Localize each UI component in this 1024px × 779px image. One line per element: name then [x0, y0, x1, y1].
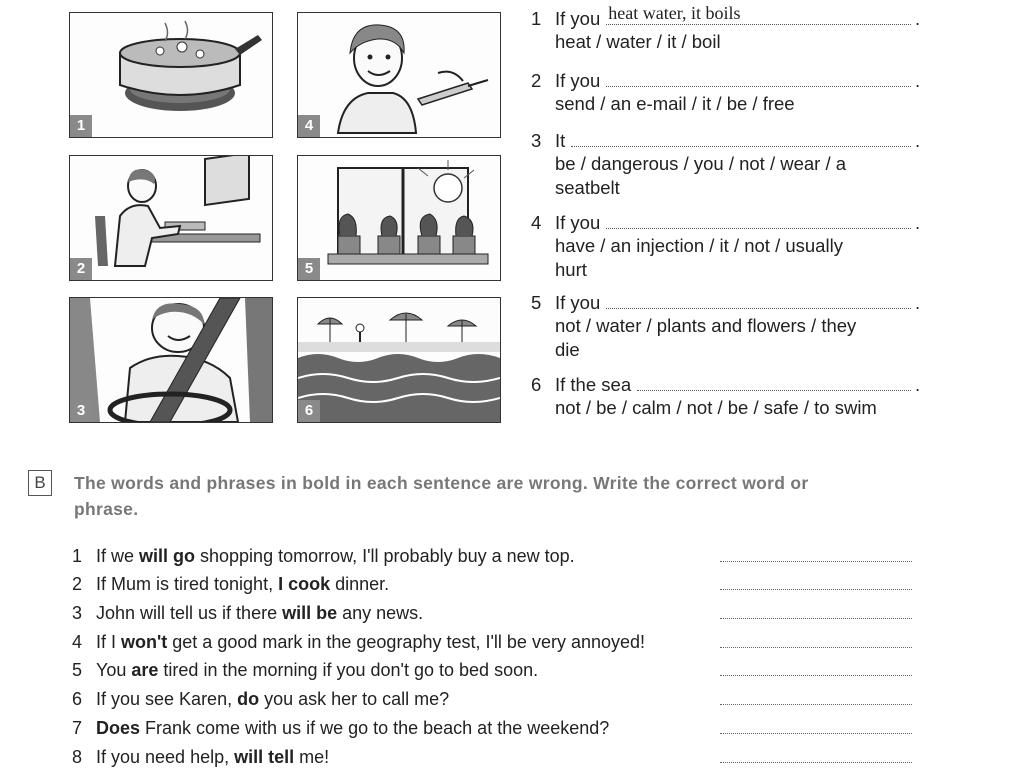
answer-blank[interactable] — [720, 571, 912, 590]
answer-blank[interactable] — [720, 629, 912, 648]
list-item: 8 If you need help, will tell me! — [72, 739, 932, 768]
list-item: 7 Does Frank come with us if we go to the beach at the weekend? — [72, 710, 932, 739]
item-number: 4 — [72, 631, 83, 652]
item-number: 3 — [531, 130, 542, 151]
bold-error: I cook — [278, 574, 331, 595]
sentence-stem: If you — [555, 212, 601, 233]
picture-panel-5 — [297, 155, 501, 281]
handwritten-answer: heat water, it boils — [608, 3, 741, 23]
exercise-a-item-2: 2 If you . send / an e-mail / it / be / free — [531, 68, 921, 116]
word-prompt: not / be / calm / not / be / safe / to swim — [555, 397, 877, 418]
answer-blank[interactable] — [637, 370, 911, 391]
list-item: 3 John will tell us if there will be any news. — [72, 595, 932, 624]
exercise-a-item-6: 6 If the sea . not / be / calm / not / be / safe / to swim — [531, 372, 921, 420]
section-b-list — [72, 538, 932, 768]
list-item: 5 You are tired in the morning if you don't go to bed soon. — [72, 653, 932, 682]
answer-blank[interactable] — [606, 208, 911, 229]
word-prompt: hurt — [555, 259, 587, 280]
bold-error: do — [237, 689, 260, 710]
item-number: 1 — [72, 545, 83, 566]
sentence-stem: It — [555, 130, 566, 151]
item-number: 6 — [531, 374, 542, 395]
sentence-stem: If you — [555, 8, 601, 29]
answer-blank[interactable] — [720, 715, 912, 734]
answer-blank[interactable] — [720, 543, 912, 562]
picture-number: 1 — [70, 115, 92, 137]
sentence-stem: If the sea — [555, 374, 632, 395]
window-plants-icon — [298, 156, 500, 280]
item-number: 5 — [72, 660, 83, 681]
word-prompt: have / an injection / it / not / usually — [555, 235, 843, 256]
picture-number: 2 — [70, 258, 92, 280]
answer-blank[interactable] — [606, 288, 911, 309]
item-number: 1 — [531, 8, 542, 29]
item-number: 7 — [72, 717, 83, 738]
word-prompt: send / an e-mail / it / be / free — [555, 93, 795, 114]
seatbelt-driver-icon — [70, 298, 272, 422]
bold-error: Does — [96, 717, 141, 738]
word-prompt: not / water / plants and flowers / they — [555, 315, 857, 336]
word-prompt: heat / water / it / boil — [555, 31, 721, 52]
picture-number: 6 — [298, 400, 320, 422]
section-b-label: B — [28, 470, 52, 496]
picture-number: 5 — [298, 258, 320, 280]
answer-blank[interactable] — [720, 744, 912, 763]
bold-error: are — [131, 660, 159, 681]
item-number: 3 — [72, 603, 83, 624]
picture-number: 4 — [298, 115, 320, 137]
answer-blank[interactable] — [720, 657, 912, 676]
picture-panel-4 — [297, 12, 501, 138]
answer-blank[interactable] — [571, 126, 911, 147]
section-b-instruction: The words and phrases in bold in each sentence are wrong. Write the correct word or phrase. — [74, 473, 809, 519]
list-item: 6 If you see Karen, do you ask her to call me? — [72, 681, 932, 710]
bold-error: will be — [282, 603, 338, 624]
picture-number: 3 — [70, 400, 92, 422]
sentence-stem: If you — [555, 70, 601, 91]
list-item: 4 If I won't get a good mark in the geography test, I'll be very annoyed! — [72, 624, 932, 653]
picture-panel-2 — [69, 155, 273, 281]
picture-panel-6 — [297, 297, 501, 423]
picture-panel-3 — [69, 297, 273, 423]
picture-panel-1 — [69, 12, 273, 138]
answer-blank[interactable] — [606, 4, 911, 25]
answer-blank[interactable] — [606, 66, 911, 87]
item-number: 8 — [72, 746, 83, 767]
word-prompt: seatbelt — [555, 177, 620, 198]
exercise-a-item-5: 5 If you . not / water / plants and flowers / they die — [531, 290, 921, 362]
item-number: 2 — [72, 574, 83, 595]
list-item: 1 If we will go shopping tomorrow, I'll probably buy a new top. — [72, 538, 932, 567]
exercise-a-item-3: 3 It . be / dangerous / you / not / wear / a seatbelt — [531, 128, 921, 200]
item-number: 5 — [531, 292, 542, 313]
word-prompt: be / dangerous / you / not / wear / a — [555, 153, 847, 174]
bold-error: will go — [139, 545, 196, 566]
sentence-stem: If you — [555, 292, 601, 313]
answer-blank[interactable] — [720, 600, 912, 619]
injection-icon — [298, 13, 500, 137]
beach-sea-icon — [298, 298, 500, 422]
list-item: 2 If Mum is tired tonight, I cook dinner. — [72, 567, 932, 596]
bold-error: will tell — [234, 746, 295, 767]
item-number: 6 — [72, 689, 83, 710]
computer-email-icon — [70, 156, 272, 280]
exercise-a-item-1: 1 If you heat water, it boils . heat / water / it / boil — [531, 3, 921, 52]
item-number: 4 — [531, 212, 542, 233]
item-number: 2 — [531, 70, 542, 91]
bold-error: won't — [121, 631, 168, 652]
word-prompt: die — [555, 339, 580, 360]
boiling-pan-icon — [70, 13, 272, 137]
answer-blank[interactable] — [720, 686, 912, 705]
exercise-a-item-4: 4 If you . have / an injection / it / not / usually hurt — [531, 210, 921, 282]
